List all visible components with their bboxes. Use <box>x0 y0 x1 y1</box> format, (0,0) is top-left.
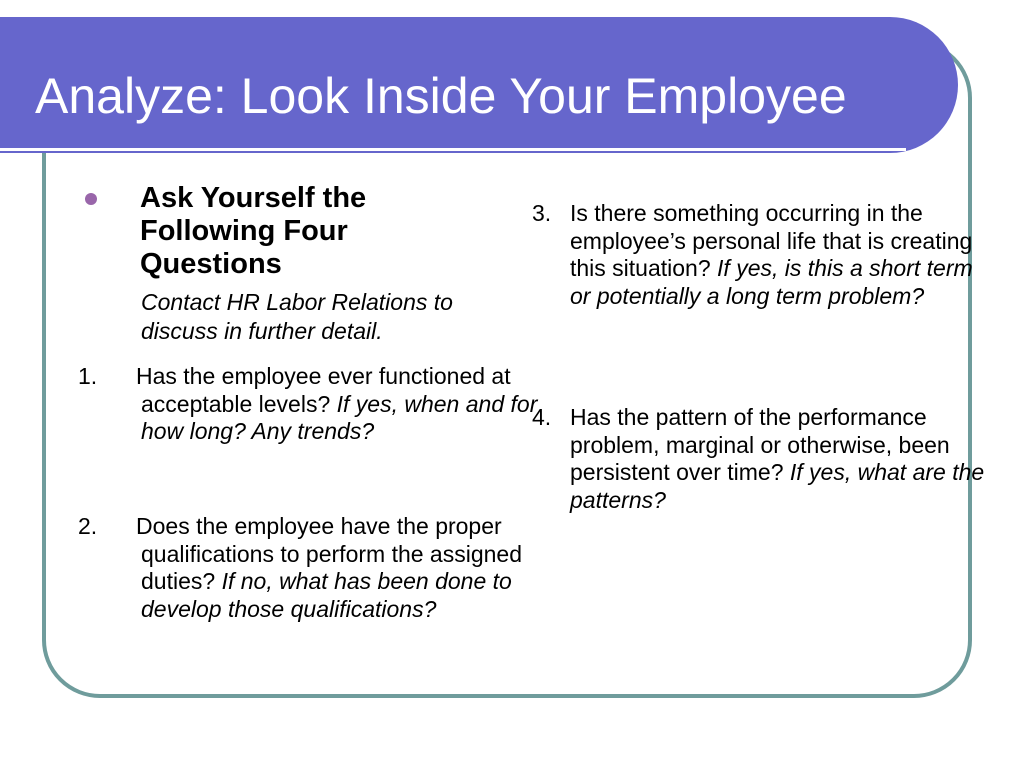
question-text: Does the employee have the proper qualifications to perform the assigned duties? <box>136 513 522 594</box>
question-text: Is there something occurring in the employee’s personal life that is creating this situation? <box>570 200 973 281</box>
hr-note: Contact HR Labor Relations to discuss in further detail. <box>141 289 453 344</box>
title-bar <box>0 17 958 153</box>
question-4 <box>532 404 990 514</box>
question-followup: If no, what has been done to develop those qualifications? <box>141 568 512 622</box>
question-1 <box>78 363 571 446</box>
question-followup: If yes, is this a short term or potentially a long term problem? <box>570 255 973 309</box>
question-followup: If yes, what are the patterns? <box>570 459 985 513</box>
slide-title: Analyze: Look Inside Your Employee <box>35 68 847 124</box>
question-number: 1. <box>78 363 98 389</box>
question-text: Has the pattern of the performance problem, marginal or otherwise, been persistent over time? <box>570 404 950 485</box>
question-text: Has the employee ever functioned at acceptable levels? <box>136 363 511 417</box>
question-2 <box>78 513 571 623</box>
bullet-heading: Ask Yourself the Following Four Questions <box>140 182 367 280</box>
title-underline <box>0 148 906 151</box>
question-followup: If yes, when and for how long? Any trends? <box>141 390 538 444</box>
bullet-icon <box>85 193 97 205</box>
question-number: 3. <box>532 200 552 226</box>
question-number: 4. <box>532 404 552 430</box>
question-3 <box>532 200 990 310</box>
question-number: 2. <box>78 513 98 539</box>
